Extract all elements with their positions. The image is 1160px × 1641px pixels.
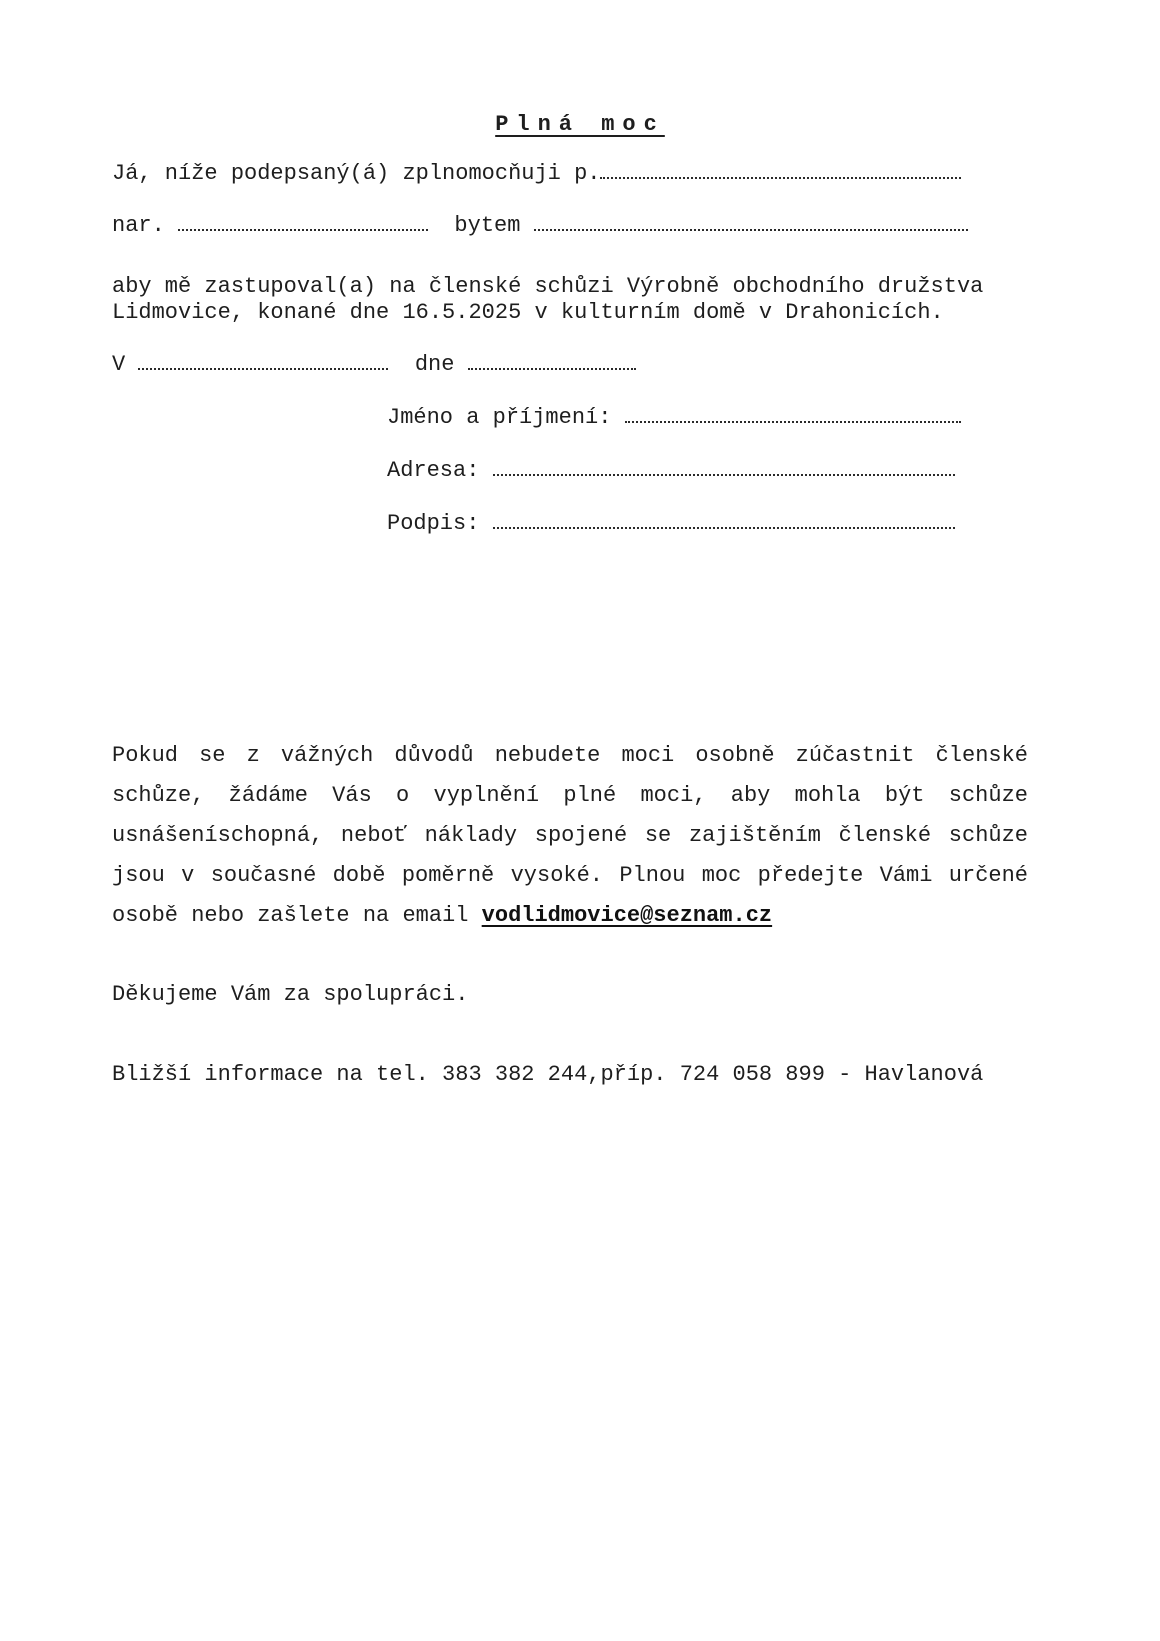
birth-date-field[interactable] bbox=[178, 213, 428, 231]
birth-address-line bbox=[112, 213, 968, 239]
date-field[interactable] bbox=[468, 352, 636, 370]
proxy-name-field[interactable] bbox=[600, 161, 961, 179]
name-field[interactable] bbox=[625, 405, 961, 423]
place-field[interactable] bbox=[138, 352, 388, 370]
purpose-line-2: Lidmovice, konané dne 16.5.2025 v kulturním domě v Drahonicích. bbox=[112, 300, 944, 325]
contact-info: Bližší informace na tel. 383 382 244,příp. 724 058 899 - Havlanová bbox=[112, 1062, 984, 1087]
date-label: dne bbox=[414, 352, 455, 377]
residence-label: bytem bbox=[454, 213, 521, 238]
name-label: Jméno a příjmení: bbox=[387, 405, 612, 430]
notice-paragraph bbox=[112, 736, 1028, 936]
residence-field[interactable] bbox=[534, 213, 968, 231]
purpose-line-1: aby mě zastupoval(a) na členské schůzi Výrobně obchodního družstva bbox=[112, 274, 984, 299]
signature-label: Podpis: bbox=[387, 511, 480, 536]
address-field[interactable] bbox=[493, 458, 955, 476]
name-line bbox=[387, 405, 961, 431]
authorization-line bbox=[112, 161, 961, 187]
birth-label: nar. bbox=[112, 213, 165, 238]
address-label: Adresa: bbox=[387, 458, 480, 483]
authorization-text: Já, níže podepsaný(á) zplnomocňuji p. bbox=[112, 161, 601, 186]
document-title bbox=[0, 112, 1160, 138]
place-label: V bbox=[112, 352, 126, 377]
title-text: Plná moc bbox=[495, 112, 665, 137]
place-date-line bbox=[112, 352, 636, 378]
signature-line bbox=[387, 511, 955, 537]
notice-text: Pokud se z vážných důvodů nebudete moci osobně zúčastnit členské schůze, žádáme Vás o vyplnění plné moci, aby mohla být schůze usnášeníschopná, neboť náklady spojené se zajištěním členské schůze jsou v současné době poměrně vysoké. Plnou moc předejte Vámi určené osobě nebo zašlete na email bbox=[112, 743, 1028, 928]
signature-field[interactable] bbox=[493, 511, 955, 529]
email-link[interactable]: vodlidmovice@seznam.cz bbox=[481, 903, 773, 928]
address-line bbox=[387, 458, 955, 484]
thanks-text: Děkujeme Vám za spolupráci. bbox=[112, 982, 469, 1007]
